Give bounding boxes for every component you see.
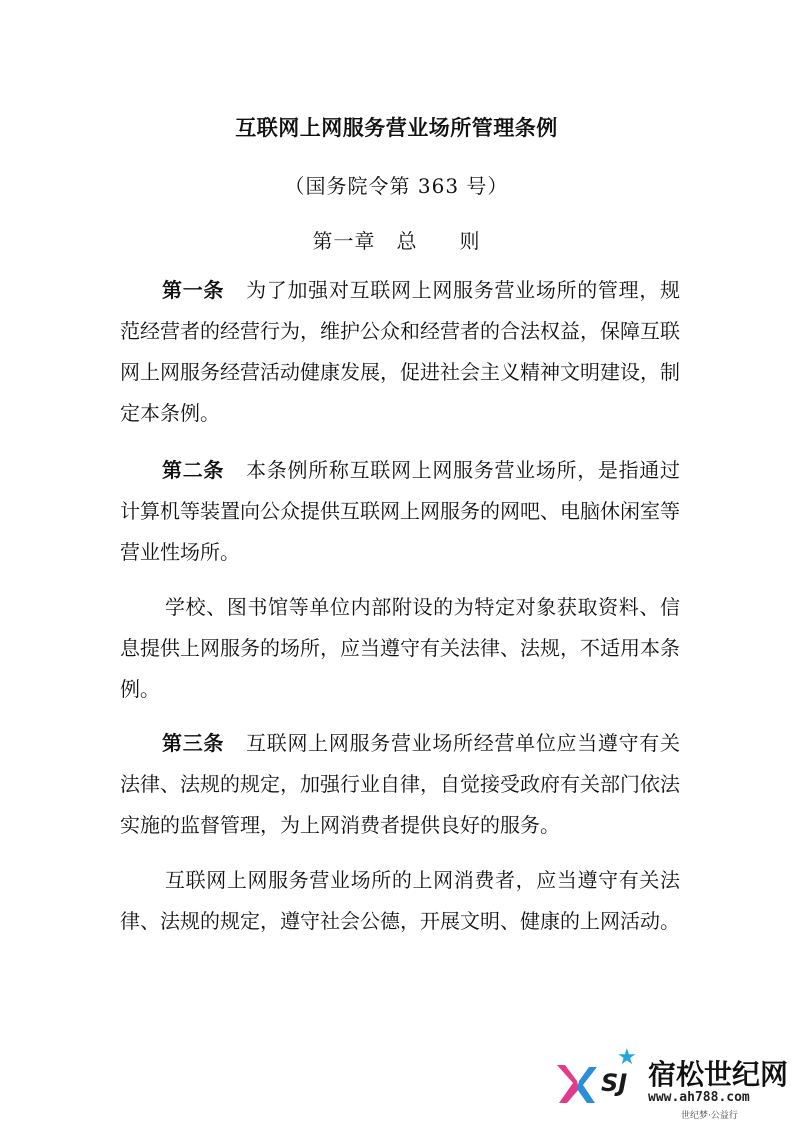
article-text: 本条例所称互联网上网服务营业场所，是指通过计算机等装置向公众提供互联网上网服务的网吧、电脑休闲室等营业性场所。 — [120, 458, 681, 564]
site-watermark-logo — [553, 1045, 793, 1122]
logo-url: www.ah788.com — [648, 1090, 750, 1105]
decree-number: （国务院令第 363 号） — [284, 174, 509, 198]
article-number: 第一条 — [162, 278, 225, 302]
star-icon: ★ — [617, 1045, 637, 1070]
article-paragraph — [120, 270, 680, 434]
article-paragraph — [120, 587, 680, 710]
article-paragraph — [120, 450, 680, 573]
article-text: 互联网上网服务营业场所的上网消费者，应当遵守有关法律、法规的规定，遵守社会公德，开展文明、健康的上网活动。 — [120, 868, 680, 933]
article-text: 学校、图书馆等单位内部附设的为特定对象获取资料、信息提供上网服务的场所，应当遵守有关法律、法规，不适用本条例。 — [120, 595, 680, 701]
chapter-heading: 第一章 总 则 — [312, 229, 481, 253]
article-paragraph — [120, 860, 680, 942]
logo-mark: SJ — [601, 1069, 628, 1097]
article-text: 为了加强对互联网上网服务营业场所的管理，规范经营者的经营行为，维护公众和经营者的合法权益，保障互联网上网服务经营活动健康发展，促进社会主义精神文明建设，制定本条例。 — [120, 278, 681, 425]
article-number: 第二条 — [162, 458, 225, 482]
article-text: 互联网上网服务营业场所经营单位应当遵守有关法律、法规的规定，加强行业自律，自觉接受政府有关部门依法实施的监督管理，为上网消费者提供良好的服务。 — [120, 731, 681, 837]
logo-brand-name: 宿松世纪网 — [648, 1058, 789, 1091]
article-paragraph — [120, 723, 680, 846]
document-title: 互联网上网服务营业场所管理条例 — [235, 115, 558, 140]
logo-slogan: 世纪梦·公益行 — [681, 1111, 738, 1121]
x-logo-icon — [553, 1059, 601, 1107]
article-number: 第三条 — [162, 731, 225, 755]
